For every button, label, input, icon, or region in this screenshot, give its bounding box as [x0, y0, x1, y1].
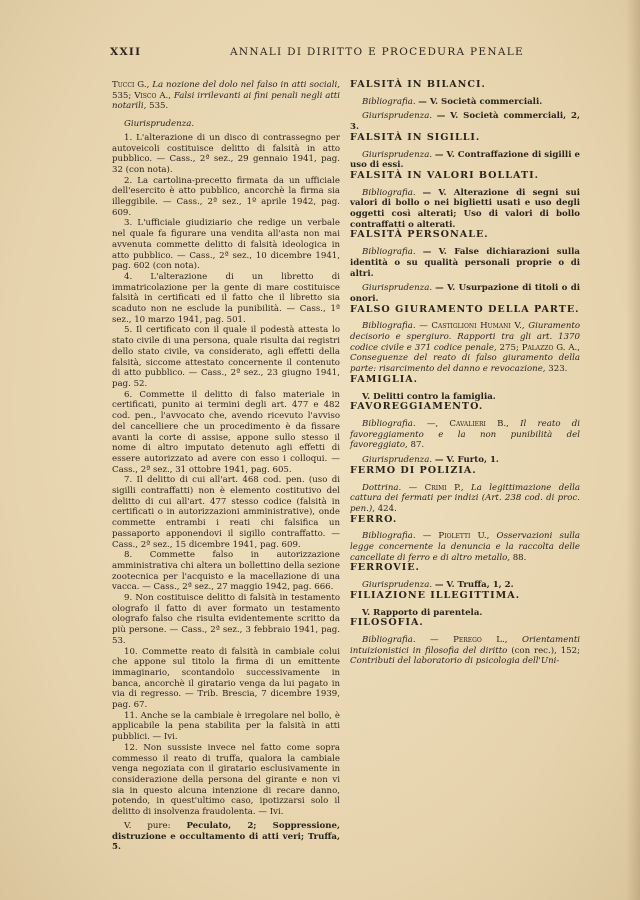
list-item: 7. Il delitto di cui all'art. 468 cod. pen. (uso di sigilli contraffatti) non è elemento costitutivo del delitto di cui all'art. 477 stesso codice (falsità in certificati o in autorizzazioni amministrative), onde commette entrambi i reati chi falsifica un passaporto apponendovi il sigillo contraffatto. — Cass., 2ª sez., 15 dicembre 1941, pag. 609.	[112, 475, 340, 550]
list-item: 2. La cartolina-precetto firmata da un ufficiale dell'esercito è atto pubblico, ancorchè la firma sia illeggibile. — Cass., 2ª sez., 1º aprile 1942, pag. 609.	[112, 175, 340, 218]
list-item: 9. Non costituisce delitto di falsità in testamento olografo il fatto di aver formato un testamento olografo falso che risulta evidentemente scritto da più persone. — Cass., 2ª sez., 3 febbraio 1941, pag. 53.	[112, 593, 340, 646]
list-item: 10. Commette reato di falsità in cambiale colui che appone sul titolo la firma di un emittente immaginario, scontandolo successivamente in banca, ancorchè il giratario venga da lui pagato in via di regresso. — Trib. Brescia, 7 dicembre 1939, pag. 67.	[112, 646, 340, 711]
entry-heading: FAMIGLIA.	[350, 373, 419, 385]
entry-heading: FALSITÀ IN VALORI BOLLATI.	[350, 169, 539, 181]
list-item: 6. Commette il delitto di falso materiale in certificati, punito ai termini degli art. 477 e 482 cod. pen., l'avvocato che, avendo ricevuto l'avviso del cancelliere che un procedimento è da fissare avanti la corte di assise, appone sullo stesso il nome di altro imputato detenuto agli effetti di essere autorizzato ad avere con esso i colloqui. — Cass., 2ª sez., 31 ottobre 1941, pag. 605.	[112, 389, 340, 475]
entry-heading: FAVOREGGIAMENTO.	[350, 401, 484, 413]
list-item: 12. Non sussiste invece nel fatto come sopra commesso il reato di truffa, qualora la cambiale venga negoziata con il giratario esclusivamente in considerazione della persona del girante e non vi sia in questo alcuna intenzione di recare danno, potendo, in quest'ultimo caso, ipotizzarsi solo il delitto di insolvenza fraudolenta. — Ivi.	[112, 742, 340, 818]
entry-famiglia: FAMIGLIA. V. Delitti contro la famiglia.	[350, 375, 580, 402]
running-header	[110, 46, 600, 62]
left-column	[112, 80, 340, 853]
list-item: 5. Il certificato con il quale il podestà attesta lo stato civile di una persona, quale risulta dai registri dello stato civile, va considerato, agli effetti della falsità, siccome attestato concernente il contenuto di atto pubblico. — Cass., 2ª sez., 23 giugno 1941, pag. 52.	[112, 325, 340, 389]
entry-heading: FALSO GIURAMENTO DELLA PARTE.	[350, 303, 580, 315]
list-item: 1. L'alterazione di un disco di contrassegno per autoveicoli costituisce delitto di falsità in atto pubblico. — Cass., 2ª sez., 29 gennaio 1941, pag. 32 (con nota).	[112, 132, 340, 175]
journal-title: ANNALI DI DIRITTO E PROCEDURA PENALE	[230, 46, 524, 58]
entry-falsita-sigilli: FALSITÀ IN SIGILLI. Giurisprudenza. — V. Contraffazione di sigilli e uso di essi.	[350, 131, 580, 171]
entry-heading: FILIAZIONE ILLEGITTIMA.	[350, 589, 521, 601]
entry-filiazione: FILIAZIONE ILLEGITTIMA. V. Rapporto di parentela.	[350, 591, 580, 618]
list-item: 11. Anche se la cambiale è irregolare nel bollo, è applicabile la pena stabilita per la falsità in atti pubblici. — Ivi.	[112, 710, 340, 743]
entry-ferro: FERRO. Bibliografia. — Pioletti U., Osservazioni sulla legge concernente la denuncia e la raccolta delle cancellate di ferro e di altro metallo, 88.	[350, 513, 581, 563]
entry-favoreggiamento: FAVOREGGIAMENTO. Bibliografia. —, Cavalieri B., Il reato di favoreggiamento e la non punibilità del favoreggiato, 87. Giurisprudenza. — V. Furto, 1.	[350, 401, 580, 466]
entry-falso-giuramento: FALSO GIURAMENTO DELLA PARTE. Bibliografia. — Castiglioni Humani V., Giuramento decisorio e spergiuro. Rapporti tra gli art. 1370 codice civile e 371 codice penale, 275; Palazzo G. A., Conseguenze del reato di falso giuramento della parte: risarcimento del danno e revocazione, 323.	[350, 303, 581, 375]
entry-falsita-personale: FALSITÀ PERSONALE. Bibliografia. — V. False dichiarazioni sulla identità o su qualità personali proprie o di altri. Giurisprudenza. — V. Usurpazione di titoli o di onori.	[350, 229, 580, 304]
intro-paragraph: Tucci G., La nozione del dolo nel falso in atti sociali, 535; Visco A., Falsi irrilevanti ai fini penali negli atti notarili, 535.	[112, 80, 341, 112]
entry-heading: FALSITÀ IN BILANCI.	[350, 79, 486, 90]
entry-filosofia: FILOSOFIA. Bibliografia. — Perego L., Orientamenti intuizionistici in filosofia del diritto (con rec.), 152; Contributi del laboratorio di psicologia dell'Uni-	[350, 617, 581, 667]
entry-heading: FERROVIE.	[350, 562, 420, 574]
list-item: 4. L'alterazione di un libretto di immatricolazione per la gente di mare costituisce falsità in certificati ed il fatto che il libretto sia scaduto non ne esclude la punibilità. — Cass., 1ª sez., 10 marzo 1941, pag. 501.	[112, 271, 340, 325]
entry-fermo-polizia: FERMO DI POLIZIA. Dottrina. — Crimi P., La legittimazione della cattura dei fermati per indizi (Art. 238 cod. di proc. pen.), 424.	[350, 464, 581, 514]
entry-heading: FERMO DI POLIZIA.	[350, 464, 477, 476]
list-item: 3. L'ufficiale giudiziario che redige un verbale nel quale fa figurare una vendita all'asta non mai avvenuta commette delitto di falsità ideologica in atto pubblico. — Cass., 2ª sez., 10 dicembre 1941, pag. 602 (con nota).	[112, 218, 340, 272]
entry-heading: FALSITÀ PERSONALE.	[350, 229, 489, 241]
giurisprudenza-label: Giurisprudenza.	[124, 119, 195, 130]
entry-heading: FILOSOFIA.	[350, 617, 424, 629]
entry-heading: FALSITÀ IN SIGILLI.	[350, 131, 481, 143]
page-number: XXII	[110, 46, 142, 58]
entry-heading: FERRO.	[350, 513, 398, 525]
entry-falsita-valori-bollati: FALSITÀ IN VALORI BOLLATI. Bibliografia. — V. Alterazione di segni sui valori di bollo o nei biglietti usati e uso degli oggetti così alterati; Uso di valori di bollo contraffatti o alterati.	[350, 169, 580, 230]
see-also: V. pure: Peculato, 2; Soppressione, distruzione e occultamento di atti veri; Truffa, 5.	[112, 820, 341, 853]
list-item: 8. Commette falso in autorizzazione amministrativa chi altera un bollettino della sezione zootecnica per l'acquisto e la macellazione di una vacca. — Cass., 2ª sez., 27 maggio 1942, pag. 666.	[112, 550, 340, 593]
entry-ferrovie: FERROVIE. Giurisprudenza. — V. Truffa, 1, 2.	[350, 563, 580, 590]
right-column	[350, 80, 580, 667]
entry-falsita-bilanci: FALSITÀ IN BILANCI. Bibliografia. — V. Società commerciali. Giurisprudenza. — V. Società commerciali, 2, 3.	[350, 79, 580, 133]
